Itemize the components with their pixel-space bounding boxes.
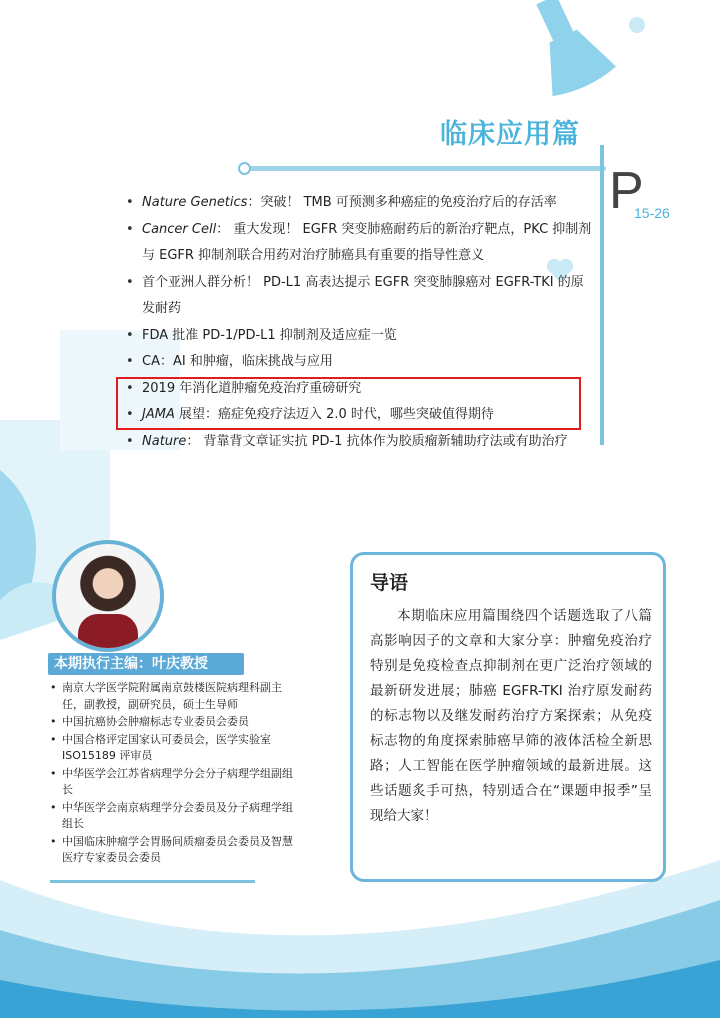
intro-title: 导语 (370, 572, 409, 594)
credential-item: • 中国合格评定国家认可委员会，医学实验室 ISO15189 评审员 (48, 732, 298, 765)
article-item[interactable] (126, 349, 596, 376)
article-text: 2019 年消化道肿瘤免疫治疗重磅研究 (142, 380, 362, 396)
article-item[interactable] (126, 429, 596, 456)
article-source: Cancer Cell (142, 221, 217, 237)
flask-icon (515, 0, 619, 101)
article-text: ： 背靠背文章证实抗 PD-1 抗体作为胶质瘤新辅助疗法或有助治疗 (186, 433, 568, 449)
editor-banner: 本期执行主编：叶庆教授 (48, 653, 244, 675)
header-rule-dot (238, 162, 251, 175)
article-item[interactable] (126, 217, 596, 270)
article-item[interactable] (126, 323, 596, 350)
article-source: Nature Genetics (142, 195, 248, 210)
editor-underline (50, 880, 255, 883)
credential-item: • 中华医学会南京病理学分会委员及分子病理学组组长 (48, 800, 298, 833)
article-item[interactable] (126, 270, 596, 323)
section-title: 临床应用篇 (440, 119, 580, 150)
editor-credentials (48, 680, 298, 868)
editor-photo (52, 540, 164, 652)
article-text: ：突破！ TMB 可预测多种癌症的免疫治疗后的存活率 (247, 195, 557, 210)
article-text: ： 重大发现！ EGFR 突变肺癌耐药后的新治疗靶点，PKC 抑制剂与 EGFR 抑制剂联合用药对治疗肺癌具有重要的指导性意义 (142, 221, 592, 263)
credential-item: • 中国抗癌协会肿瘤标志专业委员会委员 (48, 714, 298, 731)
article-text: FDA 批准 PD-1/PD-L1 抑制剂及适应症一览 (142, 327, 397, 343)
credential-item: • 中华医学会江苏省病理学分会分子病理学组副组长 (48, 766, 298, 799)
article-source: JAMA (142, 407, 175, 422)
page-letter: P (609, 162, 644, 220)
article-text: 首个亚洲人群分析！ PD-L1 高表达提示 EGFR 突变肺腺癌对 EGFR-TKI 的原发耐药 (142, 274, 584, 316)
credential-item: • 中国临床肿瘤学会胃肠间质瘤委员会委员及智慧医疗专家委员会委员 (48, 834, 298, 867)
page-range: 15-26 (634, 205, 670, 221)
intro-body: 本期临床应用篇围绕四个话题选取了八篇高影响因子的文章和大家分享：肿瘤免疫治疗特别是免疫检查点抑制剂在更广泛治疗领域的最新研发进展；肺癌 EGFR-TKI 治疗原发耐药的标志物以及继发耐药治疗方案探索；从免疫标志物的角度探索肺癌早筛的液体活检全新思路；人工智能在医学肿瘤领域的最新进展。这些话题炙手可热，特别适合在“课题申报季”呈现给大家！ (370, 608, 652, 824)
highlight-box (116, 377, 581, 430)
article-source: Nature (142, 433, 187, 449)
article-item[interactable] (126, 190, 596, 217)
header-rule (246, 166, 606, 171)
article-text: CA：AI 和肿瘤，临床挑战与应用 (142, 354, 333, 369)
credential-item: • 南京大学医学院附属南京鼓楼医院病理科副主任，副教授，副研究员，硕士生导师 (48, 680, 298, 713)
vertical-rule (600, 145, 604, 445)
article-text: 展望：癌症免疫疗法迈入 2.0 时代，哪些突破值得期待 (174, 407, 494, 422)
